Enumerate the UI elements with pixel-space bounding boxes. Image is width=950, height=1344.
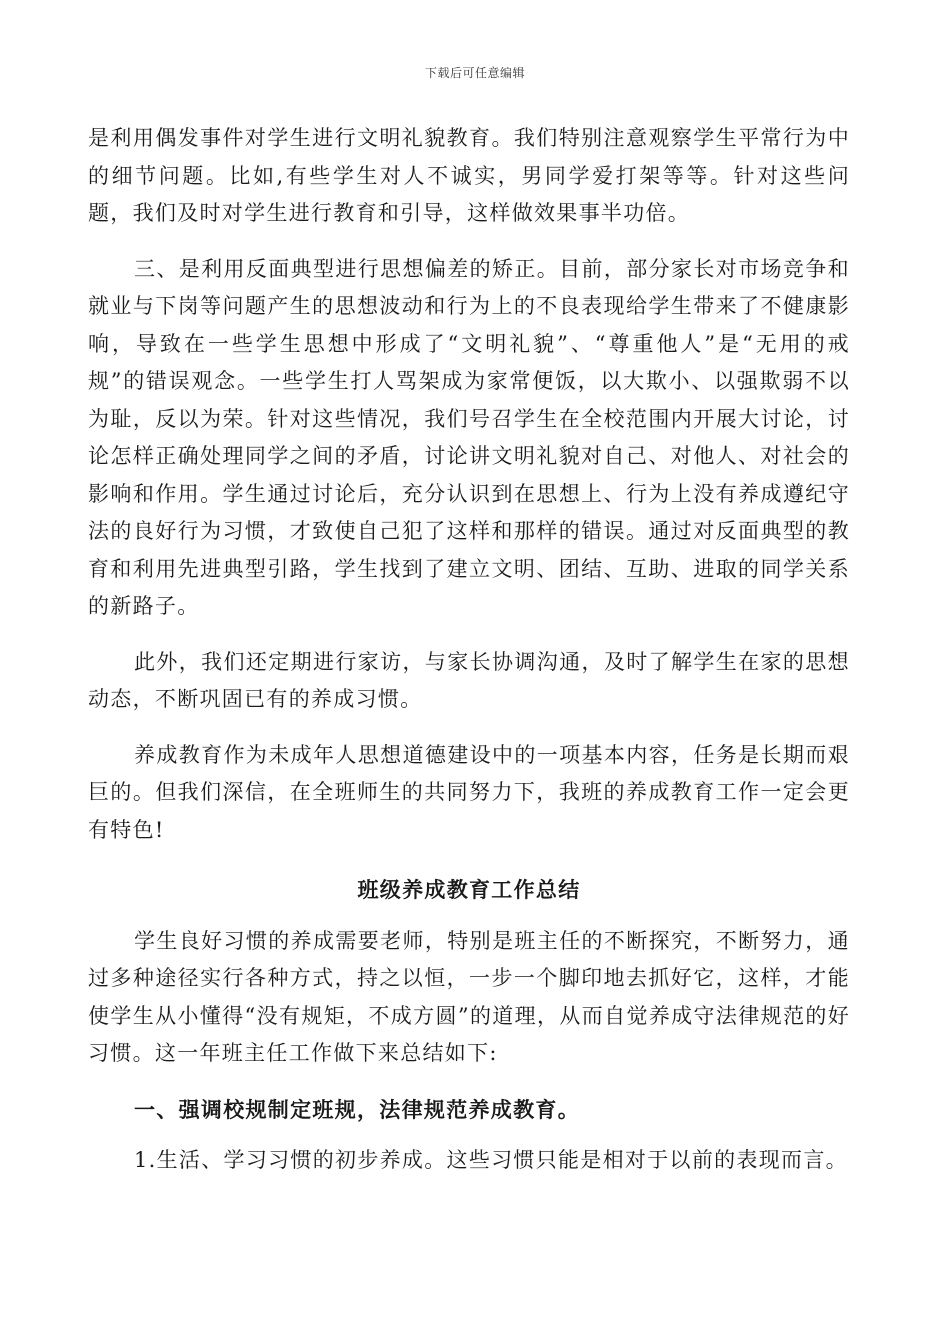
body-paragraph: 是利用偶发事件对学生进行文明礼貌教育。我们特别注意观察学生平常行为中的细节问题。比如,有些学生对人不诚实，男同学爱打架等等。针对这些问题，我们及时对学生进行教育和引导，这样做效果事半功倍。 [88, 126, 850, 225]
body-paragraph: 养成教育作为未成年人思想道德建设中的一项基本内容，任务是长期而艰巨的。但我们深信，在全班师生的共同努力下，我班的养成教育工作一定会更有特色! [88, 742, 850, 842]
section-title: 班级养成教育工作总结 [357, 877, 581, 902]
page-header: 下载后可任意编辑 [424, 66, 525, 80]
body-paragraph: 此外，我们还定期进行家访，与家长协调沟通，及时了解学生在家的思想动态，不断巩固已有的养成习惯。 [88, 649, 850, 711]
section-subheading: 一、强调校规制定班规，法律规范养成教育。 [134, 1096, 580, 1122]
body-paragraph: 三、是利用反面典型进行思想偏差的矫正。目前，部分家长对市场竞争和就业与下岗等问题产生的思想波动和行为上的不良表现给学生带来了不健康影响，导致在一些学生思想中形成了“文明礼貌”、“尊重他人”是“无用的戒规”的错误观念。一些学生打人骂架成为家常便饭，以大欺小、以强欺弱不以为耻，反以为荣。针对这些情况，我们号召学生在全校范围内开展大讨论，讨论怎样正确处理同学之间的矛盾，讨论讲文明礼貌对自己、对他人、对社会的影响和作用。学生通过讨论后，充分认识到在思想上、行为上没有养成遵纪守法的良好行为习惯，才致使自己犯了这样和那样的错误。通过对反面典型的教育和利用先进典型引路，学生找到了建立文明、团结、互助、进取的同学关系的新路子。 [88, 256, 850, 618]
intro-paragraph: 学生良好习惯的养成需要老师，特别是班主任的不断探究，不断努力，通过多种途径实行各种方式，持之以恒，一步一个脚印地去抓好它，这样，才能使学生从小懂得“没有规矩，不成方圆”的道理，从而自觉养成守法律规范的好习惯。这一年班主任工作做下来总结如下: [88, 928, 850, 1065]
body-paragraph: 1.生活、学习习惯的初步养成。这些习惯只能是相对于以前的表现而言。 [134, 1148, 848, 1172]
document-body [88, 120, 850, 1198]
